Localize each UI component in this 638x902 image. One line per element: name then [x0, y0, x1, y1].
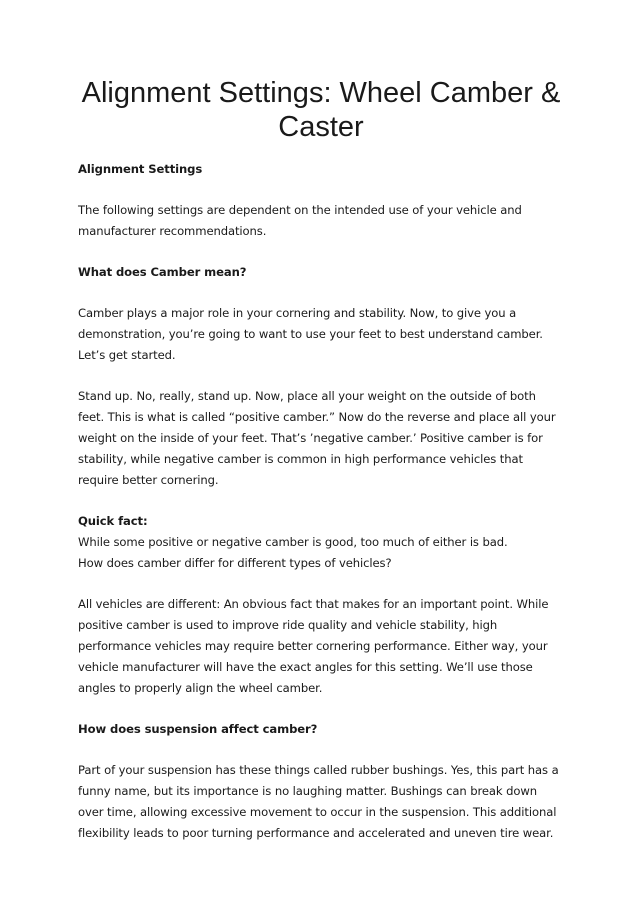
heading-camber: What does Camber mean?: [78, 265, 247, 279]
quick-fact-text: While some positive or negative camber is good, too much of either is bad.: [78, 535, 508, 549]
heading-suspension: How does suspension affect camber?: [78, 722, 318, 736]
camber-paragraph-1: Camber plays a major role in your cornering and stability. Now, to give you a demonstration, you’re going to want to use your feet to best understand camber. Let’s get started.: [78, 306, 543, 362]
camber-paragraph-2: Stand up. No, really, stand up. Now, place all your weight on the outside of both feet. This is what is called “positive camber.” Now do the reverse and place all your weight on the inside of your feet. That’s ’negative camber.’ Positive camber is for stability, while negative camber is common in high performance vehicles that require better cornering.: [78, 389, 556, 487]
document-title: Alignment Settings: Wheel Camber & Caster: [81, 77, 561, 143]
vehicles-paragraph: All vehicles are different: An obvious fact that makes for an important point. While positive camber is used to improve ride quality and vehicle stability, high performance vehicles may require better cornering performance. Either way, your vehicle manufacturer will have the exact angles for this setting. We’ll use those angles to properly align the wheel camber.: [78, 597, 549, 695]
document-page: [78, 76, 564, 844]
intro-paragraph: The following settings are dependent on the intended use of your vehicle and manufacturer recommendations.: [78, 203, 522, 238]
question-vehicles: How does camber differ for different types of vehicles?: [78, 556, 392, 570]
suspension-paragraph: Part of your suspension has these things called rubber bushings. Yes, this part has a funny name, but its importance is no laughing matter. Bushings can break down over time, allowing excessive movement to occur in the suspension. This additional flexibility leads to poor turning performance and accelerated and uneven tire wear.: [78, 763, 559, 840]
heading-alignment-settings: Alignment Settings: [78, 162, 203, 176]
quick-fact-label: Quick fact:: [78, 514, 148, 528]
